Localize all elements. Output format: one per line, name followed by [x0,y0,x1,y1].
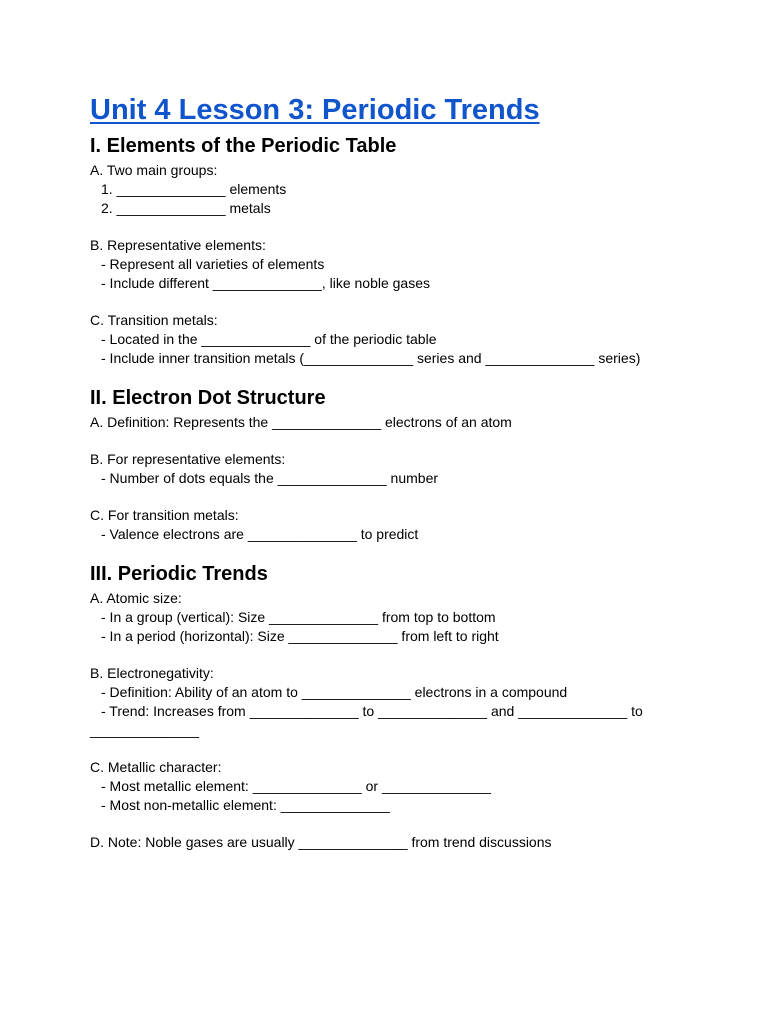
list-item: 2. ______________ metals [101,200,271,216]
list-item: - Most non-metallic element: ______________ [101,797,390,813]
list-item: - In a group (vertical): Size ______________ from top to bottom [101,609,496,625]
subsection-label: A. Two main groups: [90,162,218,178]
section-electron-dot-structure [90,386,730,544]
page-title-link[interactable]: Unit 4 Lesson 3: Periodic Trends [90,94,540,126]
subsection-label: B. For representative elements: [90,451,286,467]
subsection-label: C. Metallic character: [90,759,222,775]
list-item: - Definition: Ability of an atom to ______________ electrons in a compound [101,684,568,700]
section-heading: III. Periodic Trends [90,563,268,585]
list-item: - Located in the ______________ of the periodic table [101,331,437,347]
list-item: - Include different ______________, like noble gases [101,275,430,291]
list-item: - In a period (horizontal): Size ______________ from left to right [101,628,499,644]
list-item-wrap: ______________ [90,722,200,738]
list-item: - Trend: Increases from ______________ to ______________ and ______________ to [101,703,643,719]
list-item: - Include inner transition metals (______________ series and ______________ series) [101,350,641,366]
subsection-label: A. Atomic size: [90,590,182,606]
section-elements-of-periodic-table [90,134,730,368]
subsection-label: C. For transition metals: [90,507,239,523]
subsection-label: B. Electronegativity: [90,665,214,681]
list-item: - Valence electrons are ______________ to predict [101,526,419,542]
subsection-label: C. Transition metals: [90,312,218,328]
list-item: - Represent all varieties of elements [101,256,325,272]
section-heading: I. Elements of the Periodic Table [90,135,397,157]
section-heading: II. Electron Dot Structure [90,387,326,409]
list-item: - Number of dots equals the ______________ number [101,470,439,486]
subsection-label: D. Note: Noble gases are usually ______________ from trend discussions [90,834,552,850]
subsection-label: B. Representative elements: [90,237,266,253]
subsection-label: A. Definition: Represents the ______________ electrons of an atom [90,414,512,430]
document-page [90,92,730,852]
list-item: - Most metallic element: ______________ or ______________ [101,778,491,794]
section-periodic-trends [90,562,730,852]
list-item: 1. ______________ elements [101,181,287,197]
